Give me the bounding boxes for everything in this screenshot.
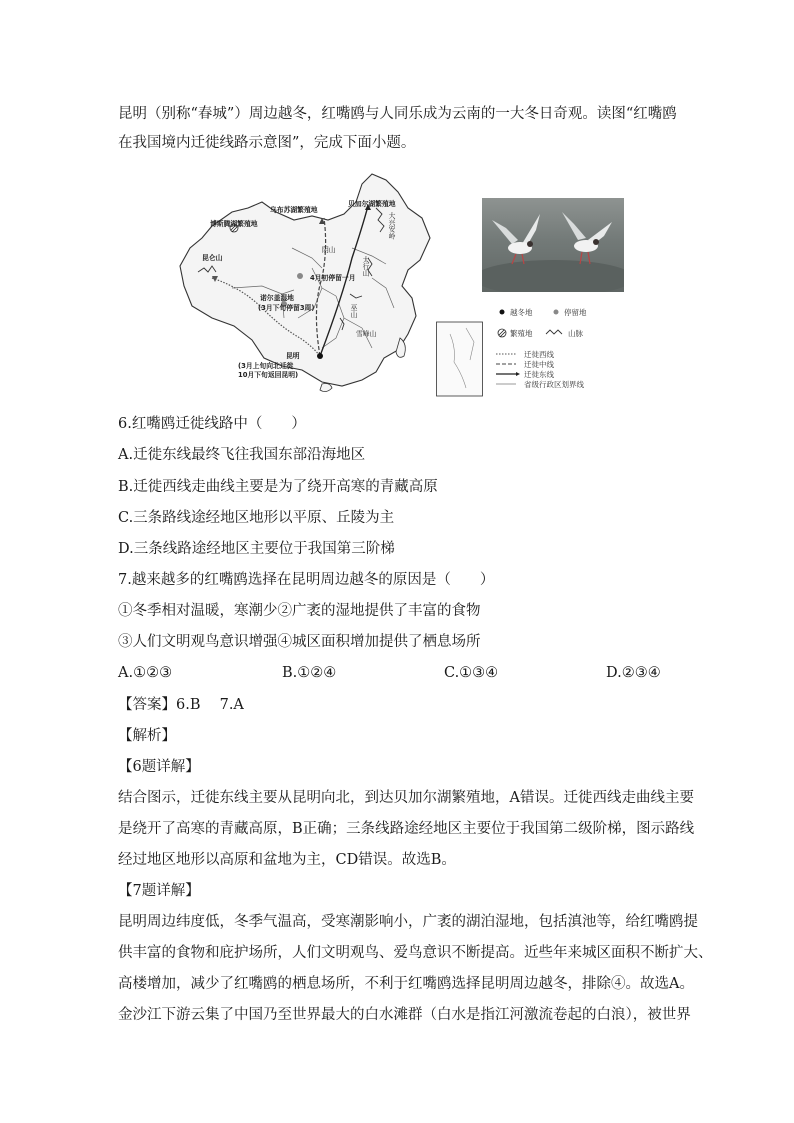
china-outline-map [172,168,468,398]
map-label-kunming: 昆明 [286,352,300,360]
intro-line-2: 在我国境内迁徙线路示意图”，完成下面小题。 [118,135,416,151]
map-label-taihang: 太行山 [361,256,369,277]
map-label-bosteng: 博斯腾湖繁殖地 [210,220,258,228]
map-label-nuoer: 诺尔盖湿地 [260,294,294,302]
q7-detail-line-2: 供丰富的食物和庇护场所，人们文明观鸟、爱鸟意识不断提高。近些年来城区面积不断扩大、 [118,945,713,961]
q7-detail-line-3: 高楼增加，减少了红嘴鸥的栖息场所，不利于红嘴鸥选择昆明周边越冬，排除④。故选A。 [118,976,694,992]
next-passage-line: 金沙江下游云集了中国乃至世界最大的白水滩群（白水是指江河激流卷起的白浪），被世界 [118,1007,691,1023]
q6-stem: 6.红嘴鸥迁徙线路中（ ） [118,416,306,432]
q6-option-c: C.三条路线途经地区地形以平原、丘陵为主 [118,510,395,526]
map-label-baikal: 贝加尔湖繁殖地 [348,200,396,208]
map-label-kunming-note-2: 10月下旬返回昆明) [238,371,299,379]
map-label-nuoer-note: (3月下旬停留3周) [258,304,315,312]
map-legend [436,302,626,398]
q7-statement-1: ①冬季相对温暖，寒潮少②广袤的湿地提供了丰富的食物 [118,603,481,619]
map-label-wushan: 巫山 [349,304,357,318]
legend-middle: 迁徙中线 [524,360,554,369]
answer-line: 【答案】6.B 7.A [118,697,244,713]
legend-stop: 停留地 [564,308,587,317]
map-label-xuefeng: 雪峰山 [356,330,377,338]
legend-winter: 越冬地 [510,308,533,317]
analysis-heading: 【解析】 [118,728,176,744]
gull-photo [482,198,624,292]
q6-detail-line-1: 结合图示，迁徙东线主要从昆明向北，到达贝加尔湖繁殖地，A错误。迁徙西线走曲线主要 [118,790,694,806]
legend-breed: 繁殖地 [510,329,533,338]
q7-statement-2: ③人们文明观鸟意识增强④城区面积增加提供了栖息场所 [118,634,481,650]
map-label-wubusu: 乌布苏湖繁殖地 [270,206,318,214]
map-label-daxinganling: 大兴安岭 [387,212,395,240]
q6-option-d: D.三条线路途经地区主要位于我国第三阶梯 [118,541,395,557]
legend-west: 迁徙西线 [524,350,554,359]
map-label-kunlun: 昆仑山 [202,254,223,262]
q7-option-c: C.①③④ [444,665,499,681]
legend-border: 省级行政区划界线 [524,380,584,389]
q7-detail-line-1: 昆明周边纬度低，冬季气温高，受寒潮影响小，广袤的湖泊湿地，包括滇池等，给红嘴鸥提 [118,914,698,930]
q6-detail-heading: 【6题详解】 [118,759,200,775]
q7-option-a: A.①②③ [118,665,173,681]
migration-route-map [172,168,468,398]
q6-detail-line-3: 经过地区地形以高原和盆地为主，CD错误。故选B。 [118,852,456,868]
intro-line-1: 昆明（别称“春城”）周边越冬，红嘴鸥与人同乐成为云南的一大冬日奇观。读图“红嘴鸥 [118,106,677,122]
map-label-yinshan: 阴山 [322,246,336,254]
q6-option-a: A.迁徙东线最终飞往我国东部沿海地区 [118,447,366,463]
q7-option-d: D.②③④ [606,665,661,681]
q6-detail-line-2: 是绕开了高寒的青藏高原，B正确；三条线路途经地区主要位于我国第二级阶梯，图示路线 [118,821,695,837]
q7-detail-heading: 【7题详解】 [118,883,200,899]
map-label-stop-stay: 4月初停留一月 [310,274,356,282]
legend-mountain: 山脉 [568,329,583,338]
gull-illustration [482,198,624,292]
q7-option-b: B.①②④ [282,665,337,681]
legend-east: 迁徙东线 [524,370,554,379]
map-label-kunming-note-1: (3月上旬向北迁徙 [238,362,294,370]
q6-option-b: B.迁徙西线走曲线主要是为了绕开高寒的青藏高原 [118,479,438,495]
q7-stem: 7.越来越多的红嘴鸥选择在昆明周边越冬的原因是（ ） [118,572,495,588]
